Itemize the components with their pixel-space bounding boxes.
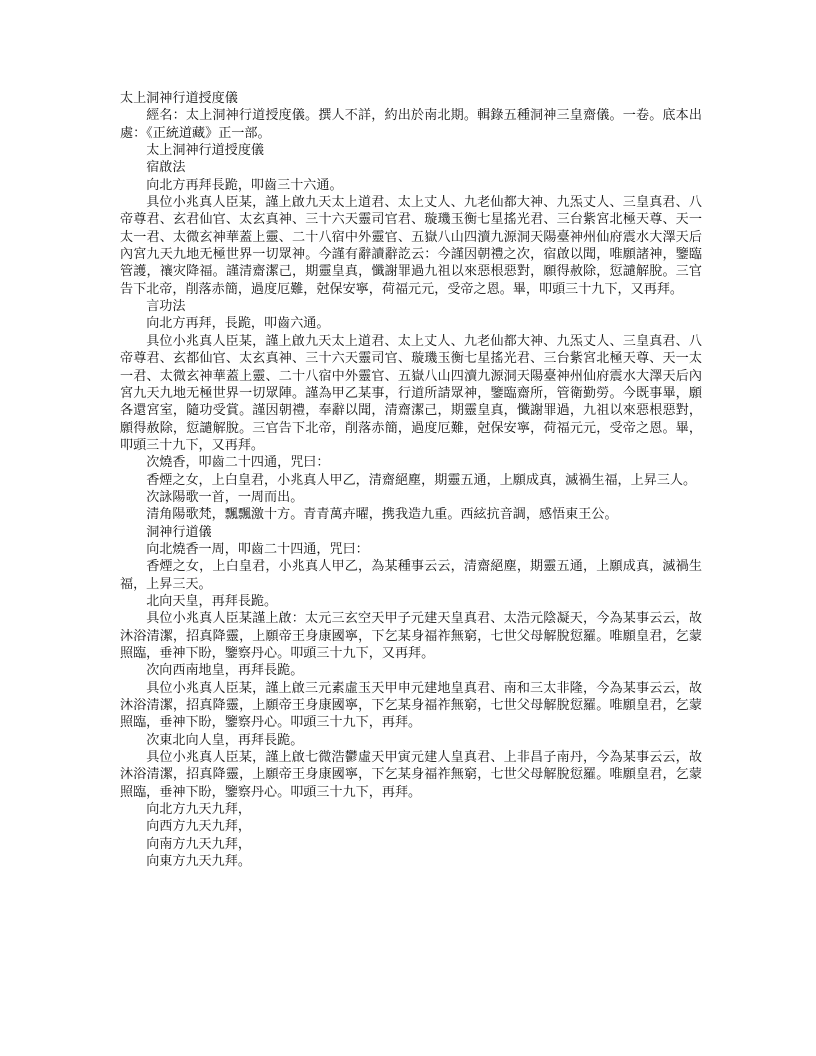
document-line-yangongfa-prayer: 具位小兆真人臣某，謹上啟九天太上道君、太上丈人、九老仙都大神、九炁丈人、三皇真君、八帝尊君、玄都仙官、太玄真神、三十六天靈司官、璇璣玉衡七星搖光君、三台紫宮北極天尊、天一太一君、太微玄神華蓋上靈、二十八宿中外靈官、五嶽八山四瀆九源洞天陽臺神州仙府震水大澤天后內宮九天九地无極世界一切眾陣。謹為甲乙某事，行道所請眾神，鑒臨齋所，管衛勤勞。今既事畢，願各還宮室，隨功受賞。謹因朝禮，奉辭以聞，清齋潔己，期靈皇真，懺謝罪過，九祖以來惡根惡對，願得赦除，愆譴解脫。三官告下北帝，削落赤簡，過度厄難，尅保安寧，荷福元元，受帝之恩。畢，叩頭三十九下，又再拜。 — [120, 333, 702, 453]
document-line-suqifa-rubric: 向北方再拜長跪，叩齒三十六通。 — [146, 177, 343, 193]
document-line-section-yangongfa: 言功法 — [146, 299, 186, 315]
document-line-bow-west: 向西方九天九拜， — [146, 819, 251, 835]
document-line-incense-spell: 香煙之女，上白皇君，小兆真人甲乙，清齋絕塵，期靈五通，上願成真，滅禍生福，上昇三人。 — [146, 472, 697, 488]
document-line-yanggesong-verse: 清角陽歌梵，飄飄激十方。青青萬卉曜，携我造九重。西絃抗音調，感悟東王公。 — [146, 507, 618, 523]
document-line-dihuang-prayer: 具位小兆真人臣某，謹上啟三元素虛玉天甲申元建地皇真君、南和三太非隆，今為某事云云，故沐浴清潔，招真降靈，上願帝王身康國寧，下乞某身福祚無窮，七世父母解脫愆羅。唯願皇君，乞蒙照臨，垂神下盼，鑒察丹心。叩頭三十九下，再拜。 — [120, 680, 702, 731]
document-line-dihuang-rubric: 次向西南地皇，再拜長跪。 — [146, 663, 304, 679]
document-line-meta-sutra-name: 經名：太上洞神行道授度儀。撰人不詳，約出於南北期。輯錄五種洞神三皇齋儀。一卷。底本出處：《正統道藏》正一部。 — [120, 108, 702, 141]
document-line-tianhuang-rubric: 北向天皇，再拜長跪。 — [146, 593, 278, 609]
document-line-suqifa-prayer: 具位小兆真人臣某，謹上啟九天太上道君、太上丈人、九老仙都大神、九炁丈人、三皇真君、八帝尊君、玄君仙官、太玄真神、三十六天靈司官君、璇璣玉衡七星搖光君、三台紫宮北極天尊、天一太一君、太微玄神華蓋上靈、二十八宿中外靈官、五嶽八山四瀆九源洞天陽臺神州仙府震水大澤天后內宮九天九地无極世界一切眾神。今謹有辭讀辭訖云：今謹因朝禮之次，宿啟以聞，唯願諸神，鑒臨管護，禳灾降福。謹清齋潔己，期靈皇真，懺謝罪過九祖以來惡根惡對，願得赦除，愆譴解脫。三官告下北帝，削落赤簡，過度厄難，尅保安寧，荷福元元，受帝之恩。畢，叩頭三十九下，又再拜。 — [120, 195, 702, 297]
document-line-title-head: 太上洞神行道授度儀 — [120, 91, 238, 106]
document-line-work-title: 太上洞神行道授度儀 — [146, 143, 265, 159]
document-body — [120, 90, 702, 870]
document-line-dongshen-spell: 香煙之女，上白皇君，小兆真人甲乙，為某種事云云，清齋絕塵，期靈五通，上願成真，滅禍生福，上昇三天。 — [120, 559, 702, 592]
document-line-renhuang-prayer: 具位小兆真人臣某，謹上啟七微浩鬱虛天甲寅元建人皇真君、上非昌子南丹，今為某事云云，故沐浴清潔，招真降靈，上願帝王身康國寧，下乞某身福祚無窮，七世父母解脫愆羅。唯願皇君，乞蒙照臨，垂神下盼，鑒察丹心。叩頭三十九下，再拜。 — [120, 750, 702, 800]
document-line-yanggesong-rubric: 次詠陽歌一首，一周而出。 — [146, 489, 304, 505]
document-line-yangongfa-rubric: 向北方再拜，長跪，叩齒六通。 — [146, 316, 330, 332]
document-line-dongshen-rubric: 向北燒香一周，叩齒二十四通，咒曰： — [146, 541, 369, 557]
document-line-renhuang-rubric: 次東北向人皇，再拜長跪。 — [146, 732, 304, 748]
document-line-bow-east: 向東方九天九拜。 — [146, 854, 251, 870]
document-line-tianhuang-prayer: 具位小兆真人臣某謹上啟：太元三玄空天甲子元建天皇真君、太浩元陰凝天，今為某事云云，故沐浴清潔，招真降靈，上願帝王身康國寧，下乞某身福祚無窮，七世父母解脫愆羅。唯願皇君，乞蒙照臨，垂神下盼，鑒察丹心。叩頭三十九下，又再拜。 — [120, 611, 702, 661]
document-line-section-dongshen: 洞神行道儀 — [146, 524, 212, 540]
document-line-section-suqifa: 宿啟法 — [146, 160, 186, 176]
document-line-bow-south: 向南方九天九拜， — [146, 836, 251, 852]
document-line-bow-north: 向北方九天九拜， — [146, 802, 251, 818]
document-line-incense-rubric: 次燒香，叩齒二十四通，咒曰： — [146, 455, 330, 471]
